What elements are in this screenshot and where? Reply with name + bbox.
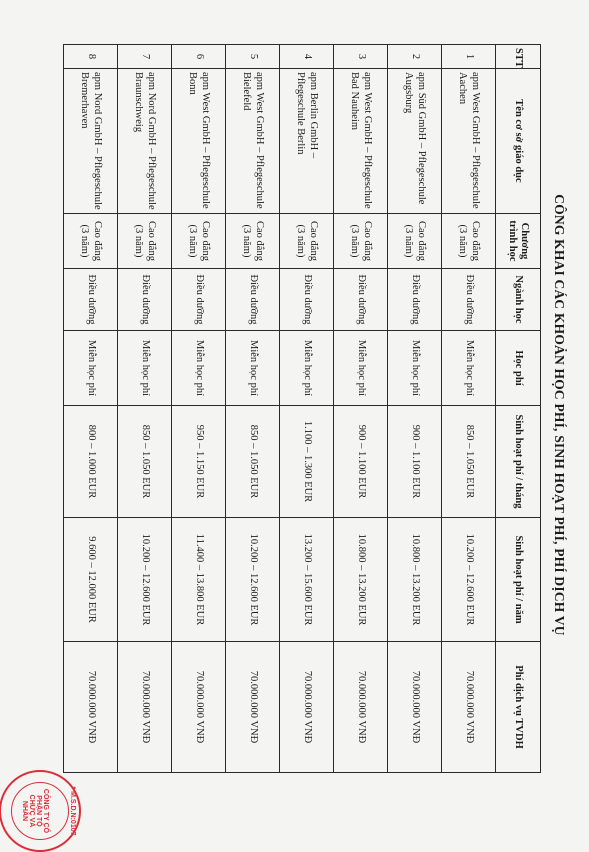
header-service-fee: Phí dịch vụ TVDH bbox=[496, 642, 541, 773]
cell-service-fee: 70.000.000 VNĐ bbox=[172, 642, 226, 773]
cell-stt: 7 bbox=[118, 45, 172, 69]
cell-program: Cao đẳng (3 năm) bbox=[442, 214, 496, 269]
cell-stt: 5 bbox=[226, 45, 280, 69]
header-major: Ngành học bbox=[496, 269, 541, 331]
cell-living-year: 10.800 – 13.200 EUR bbox=[334, 518, 388, 642]
cell-stt: 2 bbox=[388, 45, 442, 69]
header-living-year: Sinh hoạt phí / năm bbox=[496, 518, 541, 642]
cell-living-month: 800 – 1.000 EUR bbox=[64, 406, 118, 518]
seal-top-text: * M.S.D.N:0107 bbox=[69, 786, 76, 836]
cell-living-month: 850 – 1.050 EUR bbox=[226, 406, 280, 518]
table-row bbox=[280, 45, 334, 773]
cell-living-year: 11.400 – 13.800 EUR bbox=[172, 518, 226, 642]
cell-living-year: 10.200 – 12.600 EUR bbox=[442, 518, 496, 642]
cell-major: Điều dưỡng bbox=[226, 269, 280, 331]
cell-name: apm Nord GmbH – Pflegeschule Braunschweig bbox=[118, 69, 172, 214]
cell-major: Điều dưỡng bbox=[118, 269, 172, 331]
cell-stt: 6 bbox=[172, 45, 226, 69]
cell-stt: 4 bbox=[280, 45, 334, 69]
header-name: Tên cơ sở giáo dục bbox=[496, 69, 541, 214]
cell-program: Cao đẳng (3 năm) bbox=[388, 214, 442, 269]
table-row bbox=[388, 45, 442, 773]
cell-living-month: 950 – 1.150 EUR bbox=[172, 406, 226, 518]
table-row bbox=[172, 45, 226, 773]
cell-program: Cao đẳng (3 năm) bbox=[334, 214, 388, 269]
fee-table bbox=[63, 44, 541, 773]
cell-name: apm Nord GmbH – Pflegeschule Bremerhaven bbox=[64, 69, 118, 214]
cell-stt: 1 bbox=[442, 45, 496, 69]
cell-service-fee: 70.000.000 VNĐ bbox=[388, 642, 442, 773]
cell-stt: 8 bbox=[64, 45, 118, 69]
cell-living-year: 9.600 – 12.000 EUR bbox=[64, 518, 118, 642]
cell-living-year: 10.800 – 13.200 EUR bbox=[388, 518, 442, 642]
cell-living-year: 13.200 – 15.600 EUR bbox=[280, 518, 334, 642]
table-row bbox=[442, 45, 496, 773]
seal-middle-text: CÔNG TY CỔ PHẦN TỔ CHỨC VÀ NHÂN bbox=[21, 788, 49, 834]
cell-service-fee: 70.000.000 VNĐ bbox=[226, 642, 280, 773]
cell-tuition: Miễn học phí bbox=[280, 331, 334, 406]
cell-living-month: 1.100 – 1.300 EUR bbox=[280, 406, 334, 518]
cell-program: Cao đẳng (3 năm) bbox=[280, 214, 334, 269]
cell-name: apm West GmbH – Pflegeschule Bielefeld bbox=[226, 69, 280, 214]
header-tuition: Học phí bbox=[496, 331, 541, 406]
cell-name: apm West GmbH – Pflegeschule Bad Nauheim bbox=[334, 69, 388, 214]
cell-program: Cao đẳng (3 năm) bbox=[64, 214, 118, 269]
cell-living-month: 900 – 1.100 EUR bbox=[334, 406, 388, 518]
company-seal bbox=[0, 770, 81, 852]
cell-living-month: 850 – 1.050 EUR bbox=[442, 406, 496, 518]
header-living-month: Sinh hoạt phí / tháng bbox=[496, 406, 541, 518]
table-row bbox=[64, 45, 118, 773]
cell-tuition: Miễn học phí bbox=[172, 331, 226, 406]
cell-major: Điều dưỡng bbox=[64, 269, 118, 331]
table-row bbox=[118, 45, 172, 773]
cell-major: Điều dưỡng bbox=[280, 269, 334, 331]
cell-service-fee: 70.000.000 VNĐ bbox=[64, 642, 118, 773]
cell-program: Cao đẳng (3 năm) bbox=[226, 214, 280, 269]
cell-service-fee: 70.000.000 VNĐ bbox=[280, 642, 334, 773]
cell-living-year: 10.200 – 12.600 EUR bbox=[118, 518, 172, 642]
cell-service-fee: 70.000.000 VNĐ bbox=[442, 642, 496, 773]
cell-tuition: Miễn học phí bbox=[64, 331, 118, 406]
cell-major: Điều dưỡng bbox=[334, 269, 388, 331]
cell-tuition: Miễn học phí bbox=[334, 331, 388, 406]
cell-service-fee: 70.000.000 VNĐ bbox=[334, 642, 388, 773]
cell-program: Cao đẳng (3 năm) bbox=[172, 214, 226, 269]
cell-living-year: 10.200 – 12.600 EUR bbox=[226, 518, 280, 642]
cell-stt: 3 bbox=[334, 45, 388, 69]
table-header-row bbox=[496, 45, 541, 773]
cell-major: Điều dưỡng bbox=[442, 269, 496, 331]
cell-service-fee: 70.000.000 VNĐ bbox=[118, 642, 172, 773]
cell-name: apm Süd GmbH – Pflegeschule Augsburg bbox=[388, 69, 442, 214]
cell-major: Điều dưỡng bbox=[172, 269, 226, 331]
cell-living-month: 850 – 1.050 EUR bbox=[118, 406, 172, 518]
cell-name: apm Berlin GmbH – Pflegeschule Berlin bbox=[280, 69, 334, 214]
cell-name: apm West GmbH – Pflegeschule Bonn bbox=[172, 69, 226, 214]
cell-tuition: Miễn học phí bbox=[226, 331, 280, 406]
header-program: Chương trình học bbox=[496, 214, 541, 269]
header-stt: STT bbox=[496, 45, 541, 69]
cell-name: apm West GmbH – Pflegeschule Aachen bbox=[442, 69, 496, 214]
cell-tuition: Miễn học phí bbox=[388, 331, 442, 406]
table-row bbox=[226, 45, 280, 773]
cell-living-month: 900 – 1.100 EUR bbox=[388, 406, 442, 518]
cell-program: Cao đẳng (3 năm) bbox=[118, 214, 172, 269]
document-title: CÔNG KHAI CÁC KHOẢN HỌC PHÍ, SINH HOẠT PHÍ, PHÍ DỊCH VỤ bbox=[552, 194, 567, 636]
table-row bbox=[334, 45, 388, 773]
cell-tuition: Miễn học phí bbox=[118, 331, 172, 406]
cell-major: Điều dưỡng bbox=[388, 269, 442, 331]
cell-tuition: Miễn học phí bbox=[442, 331, 496, 406]
